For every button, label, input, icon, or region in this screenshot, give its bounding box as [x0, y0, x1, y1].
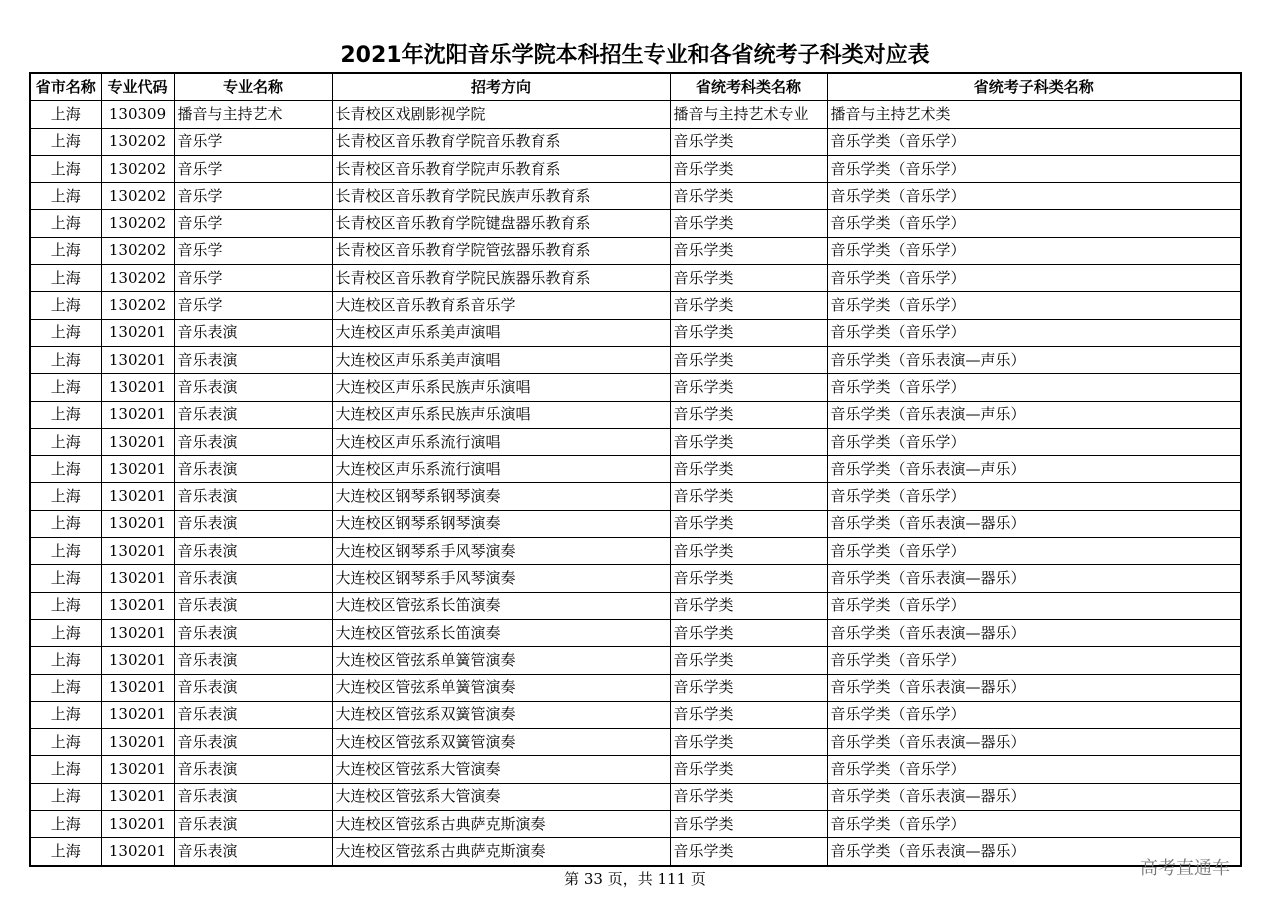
cell-direction: 大连校区管弦系长笛演奏 — [332, 592, 670, 619]
cell-major-name: 音乐表演 — [174, 456, 332, 483]
table-row — [30, 183, 1241, 210]
header-province: 省市名称 — [30, 73, 101, 101]
cell-direction: 长青校区音乐教育学院音乐教育系 — [332, 128, 670, 155]
cell-direction: 大连校区钢琴系钢琴演奏 — [332, 483, 670, 510]
cell-direction: 大连校区钢琴系钢琴演奏 — [332, 510, 670, 537]
cell-category: 音乐学类 — [670, 674, 827, 701]
table-row — [30, 374, 1241, 401]
cell-major-code: 130201 — [101, 756, 174, 783]
cell-category: 音乐学类 — [670, 838, 827, 866]
cell-subcategory: 音乐学类（音乐学） — [827, 483, 1241, 510]
cell-direction: 长青校区音乐教育学院民族声乐教育系 — [332, 183, 670, 210]
cell-major-name: 音乐表演 — [174, 428, 332, 455]
cell-subcategory: 音乐学类（音乐学） — [827, 128, 1241, 155]
cell-direction: 大连校区管弦系大管演奏 — [332, 783, 670, 810]
cell-province: 上海 — [30, 101, 101, 128]
cell-direction: 大连校区声乐系流行演唱 — [332, 456, 670, 483]
cell-major-code: 130201 — [101, 592, 174, 619]
cell-category: 音乐学类 — [670, 619, 827, 646]
watermark: 高考直通车 — [1140, 858, 1230, 879]
cell-category: 音乐学类 — [670, 592, 827, 619]
cell-province: 上海 — [30, 374, 101, 401]
table-row — [30, 510, 1241, 537]
cell-subcategory: 音乐学类（音乐表演—器乐） — [827, 783, 1241, 810]
cell-direction: 大连校区声乐系美声演唱 — [332, 346, 670, 373]
cell-major-code: 130201 — [101, 729, 174, 756]
cell-province: 上海 — [30, 565, 101, 592]
cell-province: 上海 — [30, 729, 101, 756]
cell-major-name: 音乐表演 — [174, 510, 332, 537]
cell-major-code: 130201 — [101, 783, 174, 810]
cell-major-name: 音乐表演 — [174, 483, 332, 510]
cell-major-code: 130201 — [101, 701, 174, 728]
cell-subcategory: 音乐学类（音乐学） — [827, 756, 1241, 783]
cell-subcategory: 音乐学类（音乐表演—声乐） — [827, 401, 1241, 428]
cell-major-code: 130201 — [101, 565, 174, 592]
cell-major-name: 音乐表演 — [174, 647, 332, 674]
cell-category: 音乐学类 — [670, 483, 827, 510]
cell-major-code: 130201 — [101, 674, 174, 701]
table-row — [30, 128, 1241, 155]
cell-major-code: 130201 — [101, 538, 174, 565]
cell-major-code: 130201 — [101, 619, 174, 646]
cell-province: 上海 — [30, 783, 101, 810]
cell-province: 上海 — [30, 647, 101, 674]
table-row — [30, 783, 1241, 810]
cell-major-name: 音乐表演 — [174, 701, 332, 728]
cell-category: 音乐学类 — [670, 265, 827, 292]
cell-major-name: 音乐学 — [174, 210, 332, 237]
cell-direction: 大连校区管弦系单簧管演奏 — [332, 647, 670, 674]
table-row — [30, 401, 1241, 428]
cell-major-name: 播音与主持艺术 — [174, 101, 332, 128]
cell-subcategory: 音乐学类（音乐表演—器乐） — [827, 674, 1241, 701]
cell-category: 音乐学类 — [670, 428, 827, 455]
cell-subcategory: 音乐学类（音乐表演—器乐） — [827, 838, 1241, 866]
table-row — [30, 647, 1241, 674]
cell-province: 上海 — [30, 210, 101, 237]
table-row — [30, 428, 1241, 455]
table-row — [30, 592, 1241, 619]
cell-major-code: 130202 — [101, 265, 174, 292]
cell-major-code: 130309 — [101, 101, 174, 128]
cell-province: 上海 — [30, 456, 101, 483]
cell-major-code: 130201 — [101, 401, 174, 428]
cell-major-code: 130201 — [101, 374, 174, 401]
cell-subcategory: 音乐学类（音乐学） — [827, 319, 1241, 346]
cell-major-code: 130201 — [101, 428, 174, 455]
cell-direction: 大连校区管弦系大管演奏 — [332, 756, 670, 783]
cell-direction: 大连校区钢琴系手风琴演奏 — [332, 565, 670, 592]
cell-subcategory: 音乐学类（音乐学） — [827, 811, 1241, 838]
cell-direction: 长青校区音乐教育学院键盘器乐教育系 — [332, 210, 670, 237]
cell-category: 音乐学类 — [670, 701, 827, 728]
table-row — [30, 701, 1241, 728]
table-body — [30, 101, 1241, 866]
cell-province: 上海 — [30, 756, 101, 783]
cell-major-code: 130201 — [101, 483, 174, 510]
table-row — [30, 456, 1241, 483]
cell-subcategory: 音乐学类（音乐学） — [827, 428, 1241, 455]
cell-subcategory: 音乐学类（音乐表演—声乐） — [827, 346, 1241, 373]
cell-subcategory: 音乐学类（音乐学） — [827, 374, 1241, 401]
cell-direction: 长青校区戏剧影视学院 — [332, 101, 670, 128]
cell-major-name: 音乐表演 — [174, 783, 332, 810]
table-row — [30, 319, 1241, 346]
cell-category: 音乐学类 — [670, 510, 827, 537]
cell-major-name: 音乐学 — [174, 155, 332, 182]
table-row — [30, 155, 1241, 182]
cell-subcategory: 音乐学类（音乐学） — [827, 538, 1241, 565]
cell-direction: 长青校区音乐教育学院声乐教育系 — [332, 155, 670, 182]
cell-major-name: 音乐学 — [174, 237, 332, 264]
cell-direction: 大连校区声乐系民族声乐演唱 — [332, 401, 670, 428]
table-row — [30, 619, 1241, 646]
cell-major-name: 音乐表演 — [174, 619, 332, 646]
cell-category: 音乐学类 — [670, 155, 827, 182]
table-row — [30, 265, 1241, 292]
header-major-code: 专业代码 — [101, 73, 174, 101]
cell-province: 上海 — [30, 592, 101, 619]
cell-category: 音乐学类 — [670, 346, 827, 373]
cell-province: 上海 — [30, 483, 101, 510]
cell-subcategory: 音乐学类（音乐表演—声乐） — [827, 456, 1241, 483]
cell-subcategory: 音乐学类（音乐学） — [827, 237, 1241, 264]
cell-major-name: 音乐学 — [174, 183, 332, 210]
cell-province: 上海 — [30, 401, 101, 428]
cell-province: 上海 — [30, 346, 101, 373]
cell-major-code: 130201 — [101, 510, 174, 537]
cell-province: 上海 — [30, 838, 101, 866]
cell-category: 音乐学类 — [670, 647, 827, 674]
cell-subcategory: 播音与主持艺术类 — [827, 101, 1241, 128]
cell-direction: 大连校区声乐系流行演唱 — [332, 428, 670, 455]
cell-province: 上海 — [30, 510, 101, 537]
cell-category: 播音与主持艺术专业 — [670, 101, 827, 128]
cell-subcategory: 音乐学类（音乐表演—器乐） — [827, 729, 1241, 756]
cell-province: 上海 — [30, 811, 101, 838]
cell-province: 上海 — [30, 701, 101, 728]
cell-province: 上海 — [30, 128, 101, 155]
table-row — [30, 729, 1241, 756]
table-row — [30, 292, 1241, 319]
cell-major-name: 音乐学 — [174, 265, 332, 292]
cell-major-name: 音乐表演 — [174, 538, 332, 565]
cell-province: 上海 — [30, 155, 101, 182]
table-row — [30, 838, 1241, 866]
table-row — [30, 210, 1241, 237]
cell-category: 音乐学类 — [670, 292, 827, 319]
cell-province: 上海 — [30, 265, 101, 292]
cell-direction: 大连校区管弦系古典萨克斯演奏 — [332, 838, 670, 866]
document-title: 2021年沈阳音乐学院本科招生专业和各省统考子科类对应表 — [340, 43, 930, 68]
cell-subcategory: 音乐学类（音乐表演—器乐） — [827, 510, 1241, 537]
cell-category: 音乐学类 — [670, 183, 827, 210]
cell-major-name: 音乐表演 — [174, 346, 332, 373]
cell-major-code: 130201 — [101, 456, 174, 483]
cell-province: 上海 — [30, 183, 101, 210]
cell-province: 上海 — [30, 319, 101, 346]
cell-major-code: 130201 — [101, 319, 174, 346]
cell-category: 音乐学类 — [670, 456, 827, 483]
cell-major-name: 音乐表演 — [174, 565, 332, 592]
cell-direction: 大连校区管弦系单簧管演奏 — [332, 674, 670, 701]
cell-direction: 大连校区管弦系双簧管演奏 — [332, 729, 670, 756]
cell-major-code: 130202 — [101, 183, 174, 210]
page-number: 第 33 页，共 111 页 — [564, 870, 706, 888]
cell-category: 音乐学类 — [670, 210, 827, 237]
cell-direction: 大连校区管弦系古典萨克斯演奏 — [332, 811, 670, 838]
cell-category: 音乐学类 — [670, 729, 827, 756]
cell-province: 上海 — [30, 538, 101, 565]
cell-major-name: 音乐表演 — [174, 838, 332, 866]
cell-major-code: 130202 — [101, 155, 174, 182]
cell-major-name: 音乐表演 — [174, 674, 332, 701]
cell-category: 音乐学类 — [670, 756, 827, 783]
table-row — [30, 565, 1241, 592]
cell-subcategory: 音乐学类（音乐学） — [827, 183, 1241, 210]
cell-major-name: 音乐学 — [174, 128, 332, 155]
correspondence-table — [29, 72, 1242, 867]
header-category: 省统考科类名称 — [670, 73, 827, 101]
cell-subcategory: 音乐学类（音乐学） — [827, 210, 1241, 237]
table-row — [30, 346, 1241, 373]
cell-major-code: 130202 — [101, 237, 174, 264]
cell-major-name: 音乐表演 — [174, 319, 332, 346]
cell-major-code: 130201 — [101, 647, 174, 674]
cell-major-name: 音乐表演 — [174, 811, 332, 838]
cell-direction: 大连校区管弦系双簧管演奏 — [332, 701, 670, 728]
cell-direction: 长青校区音乐教育学院管弦器乐教育系 — [332, 237, 670, 264]
cell-direction: 大连校区音乐教育系音乐学 — [332, 292, 670, 319]
cell-major-name: 音乐表演 — [174, 592, 332, 619]
table-row — [30, 811, 1241, 838]
cell-major-name: 音乐表演 — [174, 756, 332, 783]
table-row — [30, 674, 1241, 701]
cell-major-name: 音乐学 — [174, 292, 332, 319]
cell-province: 上海 — [30, 619, 101, 646]
cell-direction: 长青校区音乐教育学院民族器乐教育系 — [332, 265, 670, 292]
header-direction: 招考方向 — [332, 73, 670, 101]
cell-major-name: 音乐表演 — [174, 729, 332, 756]
cell-province: 上海 — [30, 674, 101, 701]
table-row — [30, 237, 1241, 264]
cell-category: 音乐学类 — [670, 237, 827, 264]
cell-province: 上海 — [30, 428, 101, 455]
cell-category: 音乐学类 — [670, 319, 827, 346]
cell-direction: 大连校区声乐系美声演唱 — [332, 319, 670, 346]
cell-subcategory: 音乐学类（音乐学） — [827, 292, 1241, 319]
cell-subcategory: 音乐学类（音乐学） — [827, 155, 1241, 182]
cell-major-code: 130201 — [101, 346, 174, 373]
cell-major-code: 130202 — [101, 210, 174, 237]
table-row — [30, 756, 1241, 783]
cell-province: 上海 — [30, 292, 101, 319]
header-subcategory: 省统考子科类名称 — [827, 73, 1241, 101]
cell-major-code: 130201 — [101, 838, 174, 866]
cell-major-code: 130202 — [101, 292, 174, 319]
cell-major-code: 130202 — [101, 128, 174, 155]
cell-major-name: 音乐表演 — [174, 401, 332, 428]
cell-category: 音乐学类 — [670, 565, 827, 592]
cell-major-name: 音乐表演 — [174, 374, 332, 401]
cell-category: 音乐学类 — [670, 128, 827, 155]
cell-category: 音乐学类 — [670, 374, 827, 401]
cell-subcategory: 音乐学类（音乐表演—器乐） — [827, 565, 1241, 592]
table-row — [30, 538, 1241, 565]
table-row — [30, 101, 1241, 128]
cell-category: 音乐学类 — [670, 538, 827, 565]
cell-subcategory: 音乐学类（音乐学） — [827, 265, 1241, 292]
cell-major-code: 130201 — [101, 811, 174, 838]
cell-subcategory: 音乐学类（音乐学） — [827, 647, 1241, 674]
cell-subcategory: 音乐学类（音乐表演—器乐） — [827, 619, 1241, 646]
cell-direction: 大连校区钢琴系手风琴演奏 — [332, 538, 670, 565]
cell-province: 上海 — [30, 237, 101, 264]
header-major-name: 专业名称 — [174, 73, 332, 101]
cell-direction: 大连校区声乐系民族声乐演唱 — [332, 374, 670, 401]
cell-direction: 大连校区管弦系长笛演奏 — [332, 619, 670, 646]
table-header-row — [30, 73, 1241, 101]
cell-category: 音乐学类 — [670, 783, 827, 810]
cell-category: 音乐学类 — [670, 401, 827, 428]
table-row — [30, 483, 1241, 510]
cell-category: 音乐学类 — [670, 811, 827, 838]
cell-subcategory: 音乐学类（音乐学） — [827, 701, 1241, 728]
cell-subcategory: 音乐学类（音乐学） — [827, 592, 1241, 619]
